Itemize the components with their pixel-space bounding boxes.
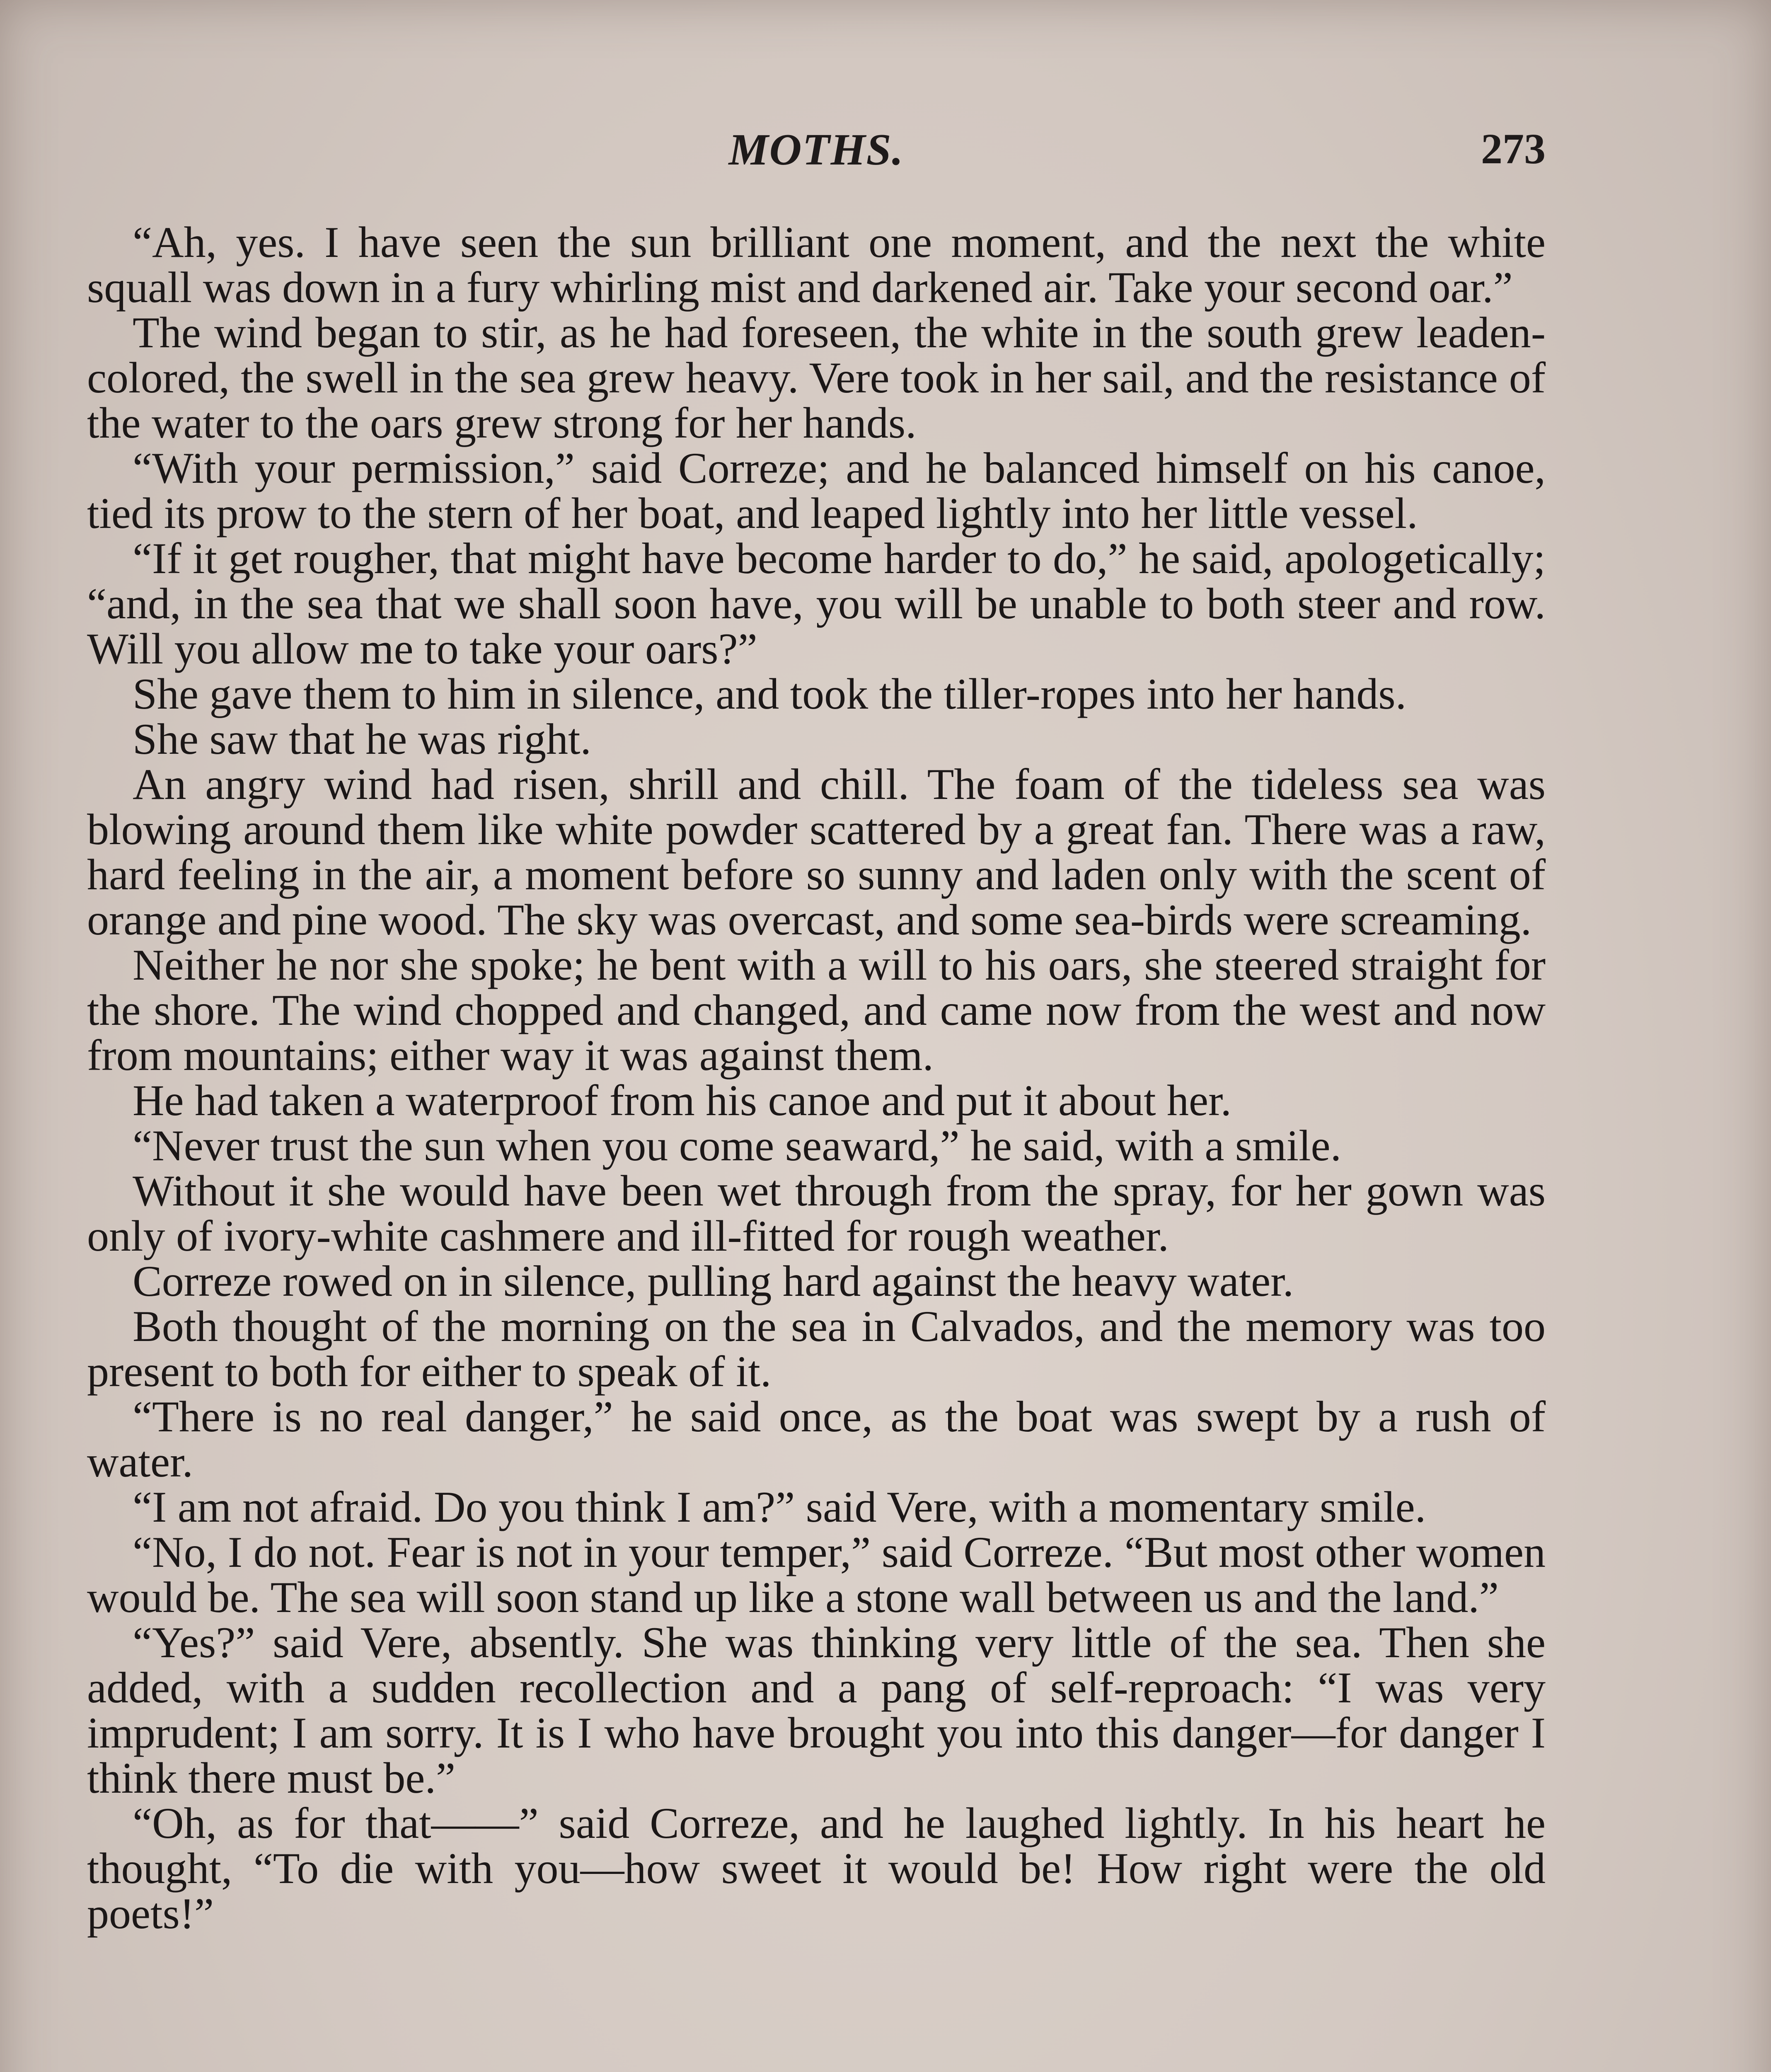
paragraph: “If it get rougher, that might have become harder to do,” he said, apologetically; “and, in the sea that we shall soon have, you will be unable to both steer and row. Will you allow me to take your oars?” [87,534,1546,673]
paragraph: “Yes?” said Vere, absently. She was thinking very little of the sea. Then she added, with a sudden recollection and a pang of self-reproach: “I was very imprudent; I am sorry. It is I who have brought you into this danger—for danger I think there must be.” [87,1618,1546,1802]
paragraph: “I am not afraid. Do you think I am?” said Vere, with a momentary smile. [133,1483,1426,1531]
paragraph: “There is no real danger,” he said once, as the boat was swept by a rush of water. [87,1392,1546,1486]
paragraph: Neither he nor she spoke; he bent with a will to his oars, she steered straight for the shore. The wind chopped and changed, and came now from the west and now from mountains; either way it was against them. [87,941,1546,1080]
paragraph: He had taken a waterproof from his canoe and put it about her. [133,1076,1232,1125]
paragraph: “No, I do not. Fear is not in your temper,” said Correze. “But most other women would be. The sea will soon stand up like a stone wall between us and the land.” [87,1528,1546,1622]
page-number: 273 [1481,125,1546,173]
page-header [87,124,1546,182]
paragraph: She gave them to him in silence, and took the tiller-ropes into her hands. [133,670,1407,718]
body-text [87,220,1546,1936]
paragraph: Both thought of the morning on the sea in Calvados, and the memory was too present to both for either to speak of it. [87,1302,1546,1396]
paragraph: “With your permission,” said Correze; and he balanced himself on his canoe, tied its prow to the stern of her boat, and leaped lightly into her little vessel. [87,444,1546,537]
paragraph: She saw that he was right. [133,715,591,763]
paragraph: “Oh, as for that——” said Correze, and he laughed lightly. In his heart he thought, “To die with you—how sweet it would be! How right were the old poets!” [87,1799,1546,1938]
running-title: MOTHS. [728,125,904,174]
paragraph: “Never trust the sun when you come seaward,” he said, with a smile. [133,1121,1342,1170]
paragraph: “Ah, yes. I have seen the sun brilliant one moment, and the next the white squall was down in a fury whirling mist and darkened air. Take your second oar.” [87,218,1546,312]
paragraph: An angry wind had risen, shrill and chill. The foam of the tideless sea was blowing around them like white powder scattered by a great fan. There was a raw, hard feeling in the air, a moment before so sunny and laden only with the scent of orange and pine wood. The sky was overcast, and some sea-birds were screaming. [87,760,1546,944]
paragraph: Without it she would have been wet through from the spray, for her gown was only of ivory-white cashmere and ill-fitted for rough weather. [87,1167,1546,1260]
paragraph: The wind began to stir, as he had foreseen, the white in the south grew leaden-colored, the swell in the sea grew heavy. Vere took in her sail, and the resistance of the water to the oars grew strong for her hands. [87,308,1546,447]
paragraph: Correze rowed on in silence, pulling hard against the heavy water. [133,1257,1294,1305]
